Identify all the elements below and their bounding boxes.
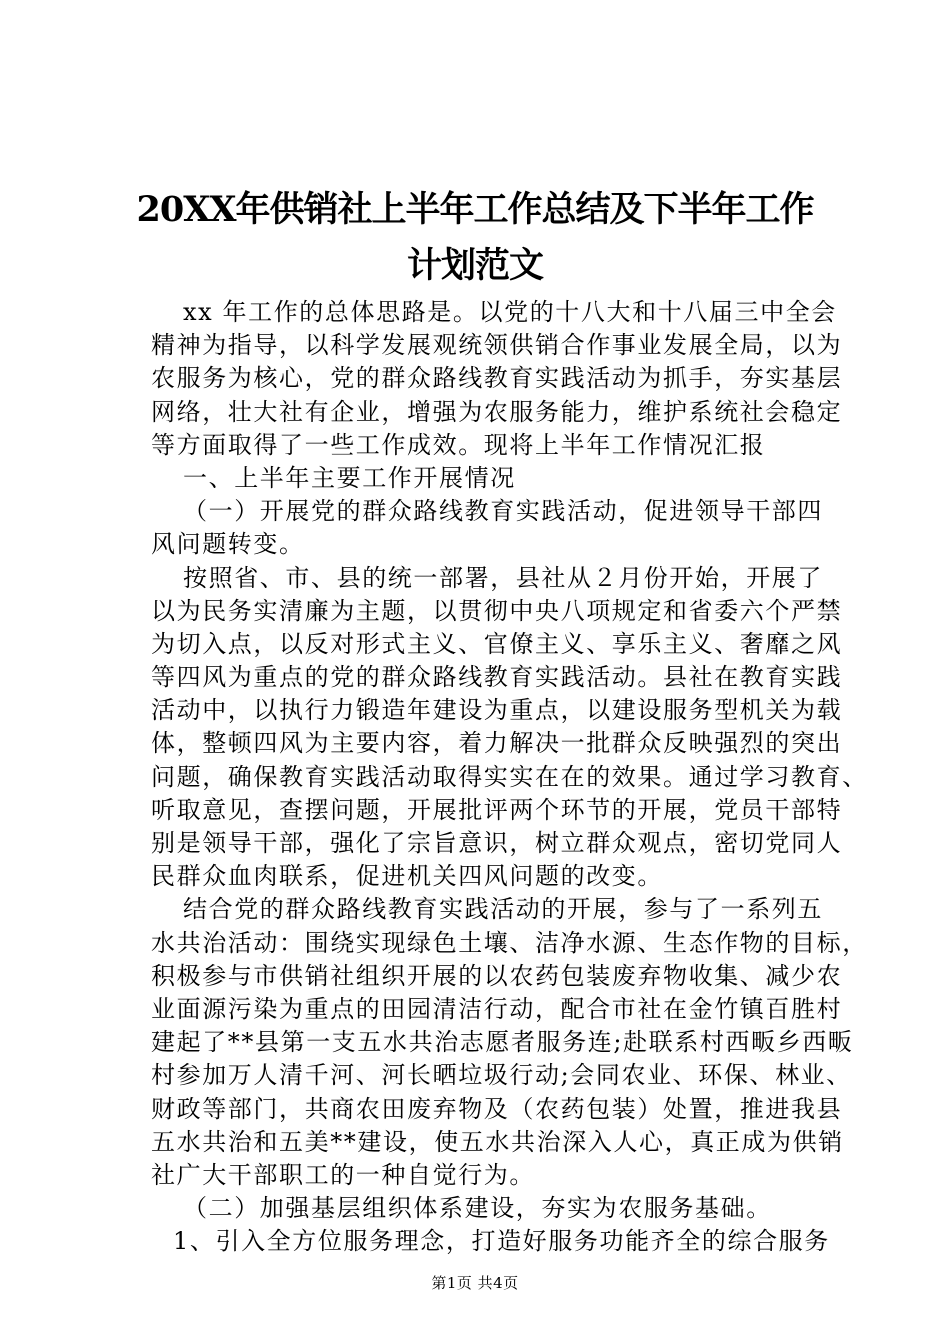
paragraph-line: 听取意见，查摆问题，开展批评两个环节的开展，党员干部特: [151, 795, 843, 824]
page-footer: 第1页 共4页: [431, 1274, 519, 1292]
section-heading: 一、上半年主要工作开展情况: [183, 463, 516, 492]
paragraph-line: 民群众血肉联系，促进机关四风问题的改变。: [151, 862, 663, 891]
paragraph-line: 体，整顿四风为主要内容，着力解决一批群众反映强烈的突出: [151, 729, 843, 758]
subsection-heading: 风问题转变。: [151, 530, 305, 559]
paragraph-line: 等四风为重点的党的群众路线教育实践活动。县社在教育实践: [151, 663, 843, 692]
paragraph-line: 水共治活动：围绕实现绿色土壤、洁净水源、生态作物的目标，: [151, 928, 868, 957]
paragraph-line: 建起了**县第一支五水共治志愿者服务连;赴联系村西畈乡西畈: [151, 1028, 854, 1057]
paragraph-line: 以为民务实清廉为主题，以贯彻中央八项规定和省委六个严禁: [151, 596, 843, 625]
paragraph-line: xx 年工作的总体思路是。以党的十八大和十八届三中全会: [183, 298, 837, 326]
paragraph-line: 村参加万人清千河、河长晒垃圾行动;会同农业、环保、林业、: [151, 1061, 852, 1090]
paragraph-line: 财政等部门，共商农田废弃物及（农药包装）处置，推进我县: [151, 1094, 843, 1123]
paragraph-line: 精神为指导，以科学发展观统领供销合作事业发展全局，以为: [151, 331, 843, 360]
paragraph-line: 别是领导干部，强化了宗旨意识，树立群众观点，密切党同人: [151, 829, 843, 857]
paragraph-line: 问题，确保教育实践活动取得实实在在的效果。通过学习教育、: [151, 762, 868, 791]
document-title-line-2: 计划范文: [406, 245, 543, 286]
paragraph-line: 1、引入全方位服务理念，打造好服务功能齐全的综合服务: [173, 1227, 830, 1256]
paragraph-line: 按照省、市、县的统一部署，县社从２月份开始，开展了: [183, 563, 823, 592]
paragraph-line: 为切入点，以反对形式主义、官僚主义、享乐主义、奢靡之风: [151, 629, 843, 658]
paragraph-line: 业面源污染为重点的田园清洁行动，配合市社在金竹镇百胜村: [151, 994, 843, 1023]
subsection-heading: （二）加强基层组织体系建设，夯实为农服务基础。: [183, 1194, 772, 1223]
paragraph-line: 网络，壮大社有企业，增强为农服务能力，维护系统社会稳定: [151, 397, 843, 426]
document-body: [151, 296, 868, 1258]
document-title-line-1: 20XX年供销社上半年工作总结及下半年工作: [136, 189, 814, 230]
paragraph-line: 活动中，以执行力锻造年建设为重点，以建设服务型机关为载: [151, 696, 843, 725]
paragraph-line: 等方面取得了一些工作成效。现将上半年工作情况汇报: [151, 430, 766, 459]
paragraph-line: 积极参与市供销社组织开展的以农药包装废弃物收集、减少农: [151, 961, 843, 990]
paragraph-line: 农服务为核心，党的群众路线教育实践活动为抓手，夯实基层: [151, 364, 843, 393]
paragraph-line: 五水共治和五美**建设，使五水共治深入人心，真正成为供销: [151, 1127, 844, 1156]
subsection-heading: （一）开展党的群众路线教育实践活动，促进领导干部四: [183, 497, 823, 526]
paragraph-line: 社广大干部职工的一种自觉行为。: [151, 1160, 535, 1189]
paragraph-line: 结合党的群众路线教育实践活动的开展，参与了一系列五: [183, 895, 823, 924]
